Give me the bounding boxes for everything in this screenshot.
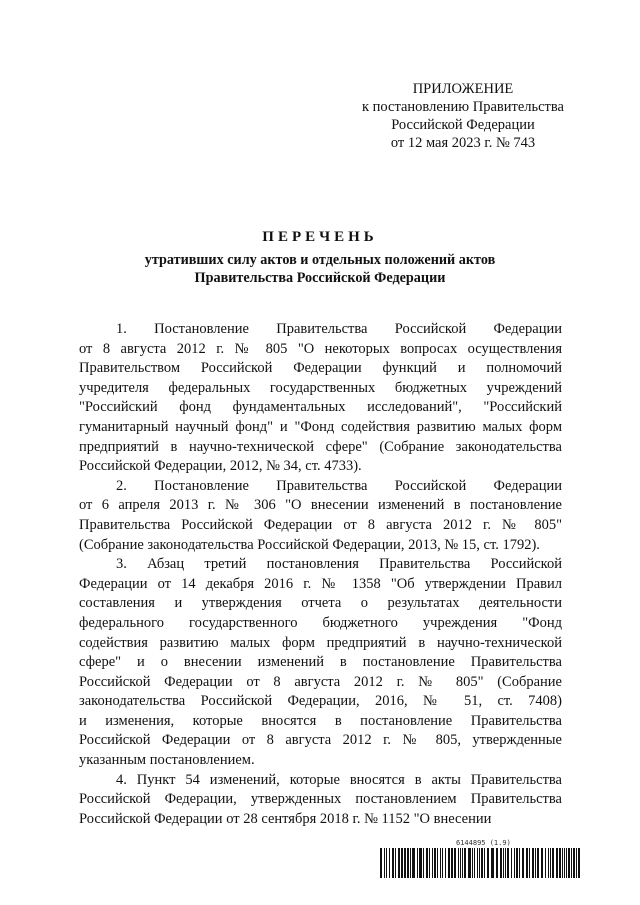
barcode-bar [522, 848, 524, 878]
paragraph-line: Российской Федерации от 8 августа 2012 г. № 805" (Собрание [79, 673, 562, 690]
paragraph-line: Федерации от 14 декабря 2016 г. № 1358 "Об утверждении Правил [79, 575, 562, 592]
barcode-bar [573, 848, 575, 878]
barcode-bar [500, 848, 502, 878]
barcode-bar [419, 848, 422, 878]
barcode-bar [451, 848, 453, 878]
barcode-bar [548, 848, 549, 878]
list-item-paragraph [79, 771, 562, 830]
barcode-bar [407, 848, 409, 878]
barcode-bar [529, 848, 530, 878]
appendix-label: ПРИЛОЖЕНИЕ [412, 81, 514, 97]
barcode-bar [458, 848, 459, 878]
barcode-bar [434, 848, 436, 878]
barcode-bar [550, 848, 551, 878]
document-title: ПЕРЕЧЕНЬ [262, 229, 378, 245]
barcode [380, 848, 582, 878]
paragraph-line: сфере" и о внесении изменений в постановление Правительства [79, 654, 562, 671]
paragraph-line: Правительством Российской Федерации функций и полномочий [79, 360, 562, 377]
paragraph-line: и изменения, которые вносятся в постановление Правительства [79, 712, 562, 729]
paragraph-line: гуманитарный научный фонд" и "Фонд содействия развитию малых форм [79, 418, 562, 435]
barcode-bar [566, 848, 567, 878]
barcode-bar [412, 848, 415, 878]
paragraph-line: от 6 апреля 2013 г. № 306 "О внесении изменений в постановление [79, 497, 562, 514]
barcode-bar [496, 848, 498, 878]
barcode-bar [395, 848, 396, 878]
barcode-bar [380, 848, 382, 878]
barcode-bar [384, 848, 385, 878]
barcode-bar [505, 848, 506, 878]
barcode-bar [535, 848, 536, 878]
paragraph-line: Российской Федерации, 2012, № 34, ст. 4733). [79, 458, 362, 475]
barcode-bar [398, 848, 400, 878]
barcode-bar [423, 848, 424, 878]
subtitle-line: Правительства Российской Федерации [194, 270, 446, 286]
appendix-line: к постановлению Правительства [362, 99, 564, 115]
barcode-bar [516, 848, 518, 878]
list-item-paragraph [79, 477, 562, 555]
paragraph-line: Российской Федерации от 28 сентября 2018 г. № 1152 "О внесении [79, 810, 492, 827]
paragraph-line: 1. Постановление Правительства Российской Федерации [116, 321, 562, 337]
paragraph-line: содействия развитию малых форм предприятий в научно-технической [79, 634, 562, 651]
barcode-bar [532, 848, 534, 878]
barcode-bar [545, 848, 546, 878]
barcode-bar [564, 848, 565, 878]
barcode-bar [392, 848, 394, 878]
barcode-bar [484, 848, 485, 878]
paragraph-line: законодательства Российской Федерации, 2016, № 51, ст. 7408) [79, 693, 562, 710]
barcode-bar [519, 848, 520, 878]
barcode-bar [389, 848, 390, 878]
barcode-bar [568, 848, 570, 878]
barcode-bar [472, 848, 473, 878]
barcode-bar [442, 848, 443, 878]
barcode-bar [559, 848, 561, 878]
paragraph-line: учредителя федеральных государственных бюджетных учреждений [79, 379, 562, 396]
paragraph-line: указанным постановлением. [79, 752, 255, 769]
barcode-bar [426, 848, 428, 878]
subtitle-line: утративших силу актов и отдельных положений актов [144, 252, 496, 268]
barcode-bar [417, 848, 418, 878]
barcode-bar [552, 848, 554, 878]
list-item-paragraph [79, 320, 562, 477]
barcode-bar [432, 848, 433, 878]
barcode-bar [537, 848, 539, 878]
list-item-paragraph [79, 555, 562, 771]
paragraph-line: Российской Федерации, утвержденных постановлением Правительства [79, 791, 562, 808]
paragraph-line: (Собрание законодательства Российской Федерации, 2013, № 15, ст. 1792). [79, 536, 540, 553]
barcode-bar [487, 848, 489, 878]
barcode-bar [481, 848, 483, 878]
barcode-bar [507, 848, 509, 878]
paragraph-line: 2. Постановление Правительства Российской Федерации [116, 477, 562, 494]
paragraph-line: 3. Абзац третий постановления Правительства Российской [116, 556, 562, 573]
appendix-line: Российской Федерации [391, 117, 535, 133]
barcode-bar [571, 848, 572, 878]
barcode-bar [474, 848, 475, 878]
paragraph-line: 4. Пункт 54 изменений, которые вносятся в акты Правительства [116, 771, 562, 788]
barcode-bar [429, 848, 430, 878]
barcode-bar [401, 848, 403, 878]
document-subtitle [78, 251, 562, 287]
document-body [79, 320, 562, 829]
paragraph-line: Правительства Российской Федерации от 8 августа 2012 г. № 805" [79, 516, 562, 533]
barcode-bar [445, 848, 446, 878]
barcode-bar [437, 848, 438, 878]
barcode-bar [477, 848, 478, 878]
barcode-bar [562, 848, 563, 878]
barcode-bar [556, 848, 558, 878]
appendix-date-number: от 12 мая 2023 г. № 743 [390, 135, 536, 151]
barcode-bar [462, 848, 463, 878]
barcode-bar [526, 848, 528, 878]
barcode-bar [541, 848, 543, 878]
barcode-bar [386, 848, 387, 878]
paragraph-line: федерального государственного бюджетного учреждения "Фонд [79, 614, 562, 631]
barcode-bar [454, 848, 456, 878]
paragraph-line: Российской Федерации от 8 августа 2012 г. № 805, утвержденные [79, 732, 562, 749]
barcode-bar [448, 848, 450, 878]
barcode-bar [503, 848, 504, 878]
barcode-bar [468, 848, 471, 878]
paragraph-line: от 8 августа 2012 г. № 805 "О некоторых вопросах осуществления [79, 340, 562, 357]
barcode-number: 6144895 (1.9) [456, 839, 511, 847]
appendix-header [348, 80, 578, 152]
barcode-bar [514, 848, 515, 878]
barcode-bar [404, 848, 406, 878]
barcode-bar [440, 848, 441, 878]
paragraph-line: предприятий в научно-технической сфере" (Собрание законодательства [79, 438, 562, 455]
barcode-bar [479, 848, 480, 878]
barcode-bar [491, 848, 494, 878]
paragraph-line: составления и утверждения отчета о результатах деятельности [79, 595, 562, 612]
barcode-bar [410, 848, 411, 878]
barcode-bar [460, 848, 461, 878]
barcode-bar [578, 848, 580, 878]
barcode-bar [464, 848, 466, 878]
barcode-bar [511, 848, 512, 878]
barcode-bar [576, 848, 577, 878]
paragraph-line: "Российский фонд фундаментальных исследований", "Российский [79, 399, 562, 416]
